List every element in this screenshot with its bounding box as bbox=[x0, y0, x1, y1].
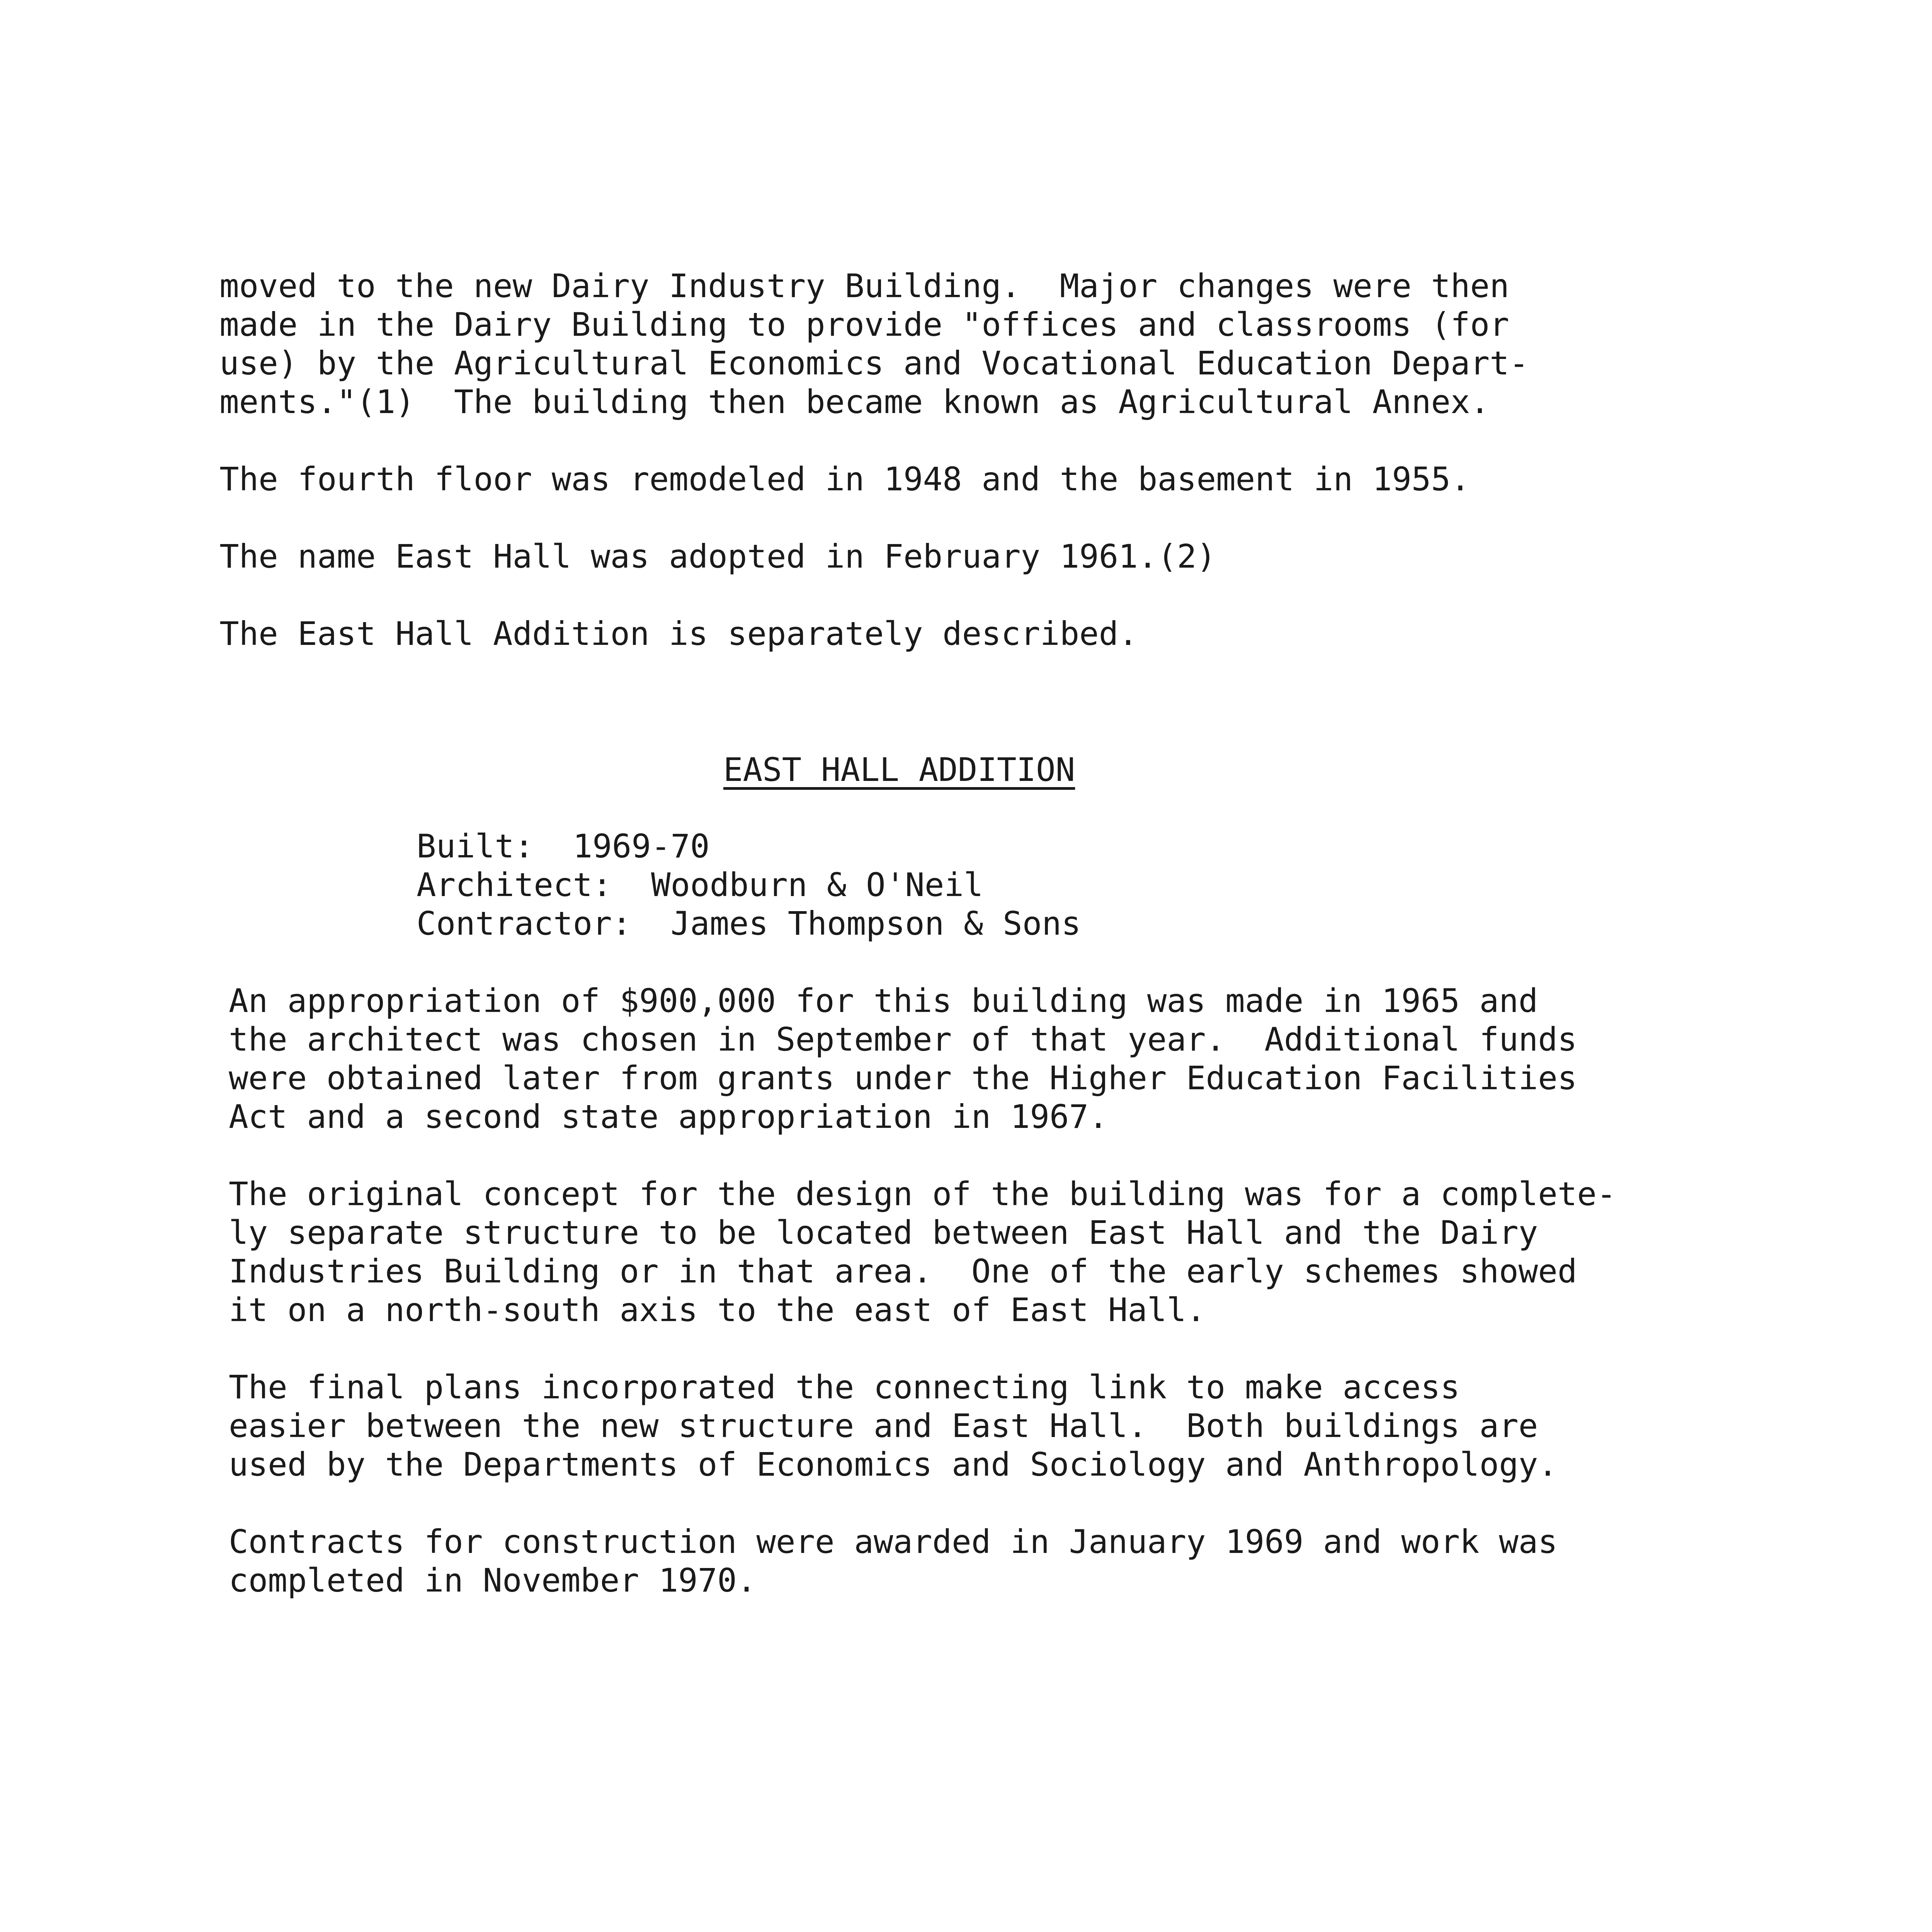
text-line: ments."(1) The building then became known as Agricultural Annex. bbox=[219, 383, 1490, 421]
text-line: were obtained later from grants under the Higher Education Facilities bbox=[229, 1059, 1577, 1097]
detail-line: Contractor: James Thompson & Sons bbox=[417, 905, 1081, 942]
text-line: made in the Dairy Building to provide "offices and classrooms (for bbox=[219, 306, 1509, 344]
text-line: used by the Departments of Economics and Sociology and Anthropology. bbox=[229, 1446, 1558, 1483]
detail-line: Architect: Woodburn & O'Neil bbox=[417, 866, 983, 904]
text-line: easier between the new structure and East Hall. Both buildings are bbox=[229, 1407, 1538, 1445]
text-line: it on a north-south axis to the east of East Hall. bbox=[229, 1291, 1206, 1329]
text-line: the architect was chosen in September of that year. Additional funds bbox=[229, 1020, 1577, 1058]
text-line: ly separate structure to be located between East Hall and the Dairy bbox=[229, 1214, 1538, 1252]
text-line: Industries Building or in that area. One of the early schemes showed bbox=[229, 1252, 1577, 1290]
text-line: An appropriation of $900,000 for this building was made in 1965 and bbox=[229, 982, 1538, 1020]
text-line: completed in November 1970. bbox=[229, 1561, 757, 1599]
text-line: The name East Hall was adopted in February 1961.(2) bbox=[219, 537, 1216, 575]
text-line: The final plans incorporated the connecting link to make access bbox=[229, 1368, 1460, 1406]
text-line: use) by the Agricultural Economics and Vocational Education Depart- bbox=[219, 344, 1529, 382]
text-line: Contracts for construction were awarded in January 1969 and work was bbox=[229, 1523, 1558, 1561]
section-heading: EAST HALL ADDITION bbox=[723, 751, 1075, 789]
text-line: The original concept for the design of the building was for a complete- bbox=[229, 1175, 1616, 1213]
text-line: The East Hall Addition is separately described. bbox=[219, 615, 1138, 653]
text-line: The fourth floor was remodeled in 1948 and the basement in 1955. bbox=[219, 460, 1470, 498]
text-line: moved to the new Dairy Industry Building. Major changes were then bbox=[219, 267, 1509, 305]
text-line: Act and a second state appropriation in 1967. bbox=[229, 1098, 1108, 1136]
detail-line: Built: 1969-70 bbox=[417, 827, 710, 865]
